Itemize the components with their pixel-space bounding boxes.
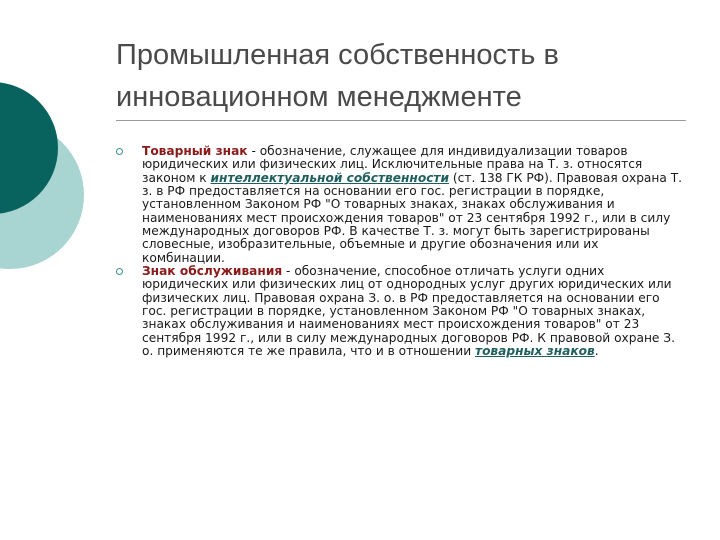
bullet-list bbox=[116, 145, 684, 359]
slide-title bbox=[116, 34, 706, 118]
definition-text: - обозначение, служащее для индивидуализации товаров юридических или физических лиц. Исключительные права на Т. з. относятся законом к bbox=[142, 144, 643, 185]
link-trademarks[interactable]: товарных знаков bbox=[475, 344, 595, 359]
title-line-2: инновационном менеджменте bbox=[116, 81, 522, 113]
decorative-circles bbox=[0, 0, 100, 300]
title-line-1: Промышленная собственность в bbox=[116, 39, 559, 71]
list-item-trademark bbox=[116, 145, 684, 265]
definition-text-continued: (ст. 138 ГК РФ). Правовая охрана Т. з. в РФ предоставляется на основании его гос. регистрации в порядке, установленном Законом РФ "О товарных знаках, знаках обслуживания и наименованиях мест происхождения товаров" от 23 сентября 1992 г., или в силу международных договоров РФ. В качестве Т. з. могут быть зарегистрированы словесные, изобразительные, объемные и другие обозначения или их комбинации. bbox=[142, 170, 683, 265]
term-service-mark: Знак обслуживания bbox=[142, 264, 283, 279]
definition-text-continued: . bbox=[594, 344, 599, 359]
bullet-icon bbox=[116, 268, 123, 275]
title-divider bbox=[116, 120, 686, 121]
definition-text: - обозначение, способное отличать услуги одних юридических или физических лиц от однородных услуг других юридических или физических лиц. Правовая охрана З. о. в РФ предоставляется на основании его гос. регистрации в порядке, установленном Законом РФ "О товарных знаках, знаках обслуживания и наименованиях мест происхождения товаров" от 23 сентября 1992 г., или в силу международных договоров РФ. К правовой охране З. о. применяются те же правила, что и в отношении bbox=[142, 264, 675, 359]
term-trademark: Товарный знак bbox=[142, 144, 248, 158]
link-intellectual-property[interactable]: интеллектуальной собственности bbox=[210, 170, 450, 185]
bullet-icon bbox=[116, 148, 123, 155]
list-item-service-mark bbox=[116, 265, 684, 358]
